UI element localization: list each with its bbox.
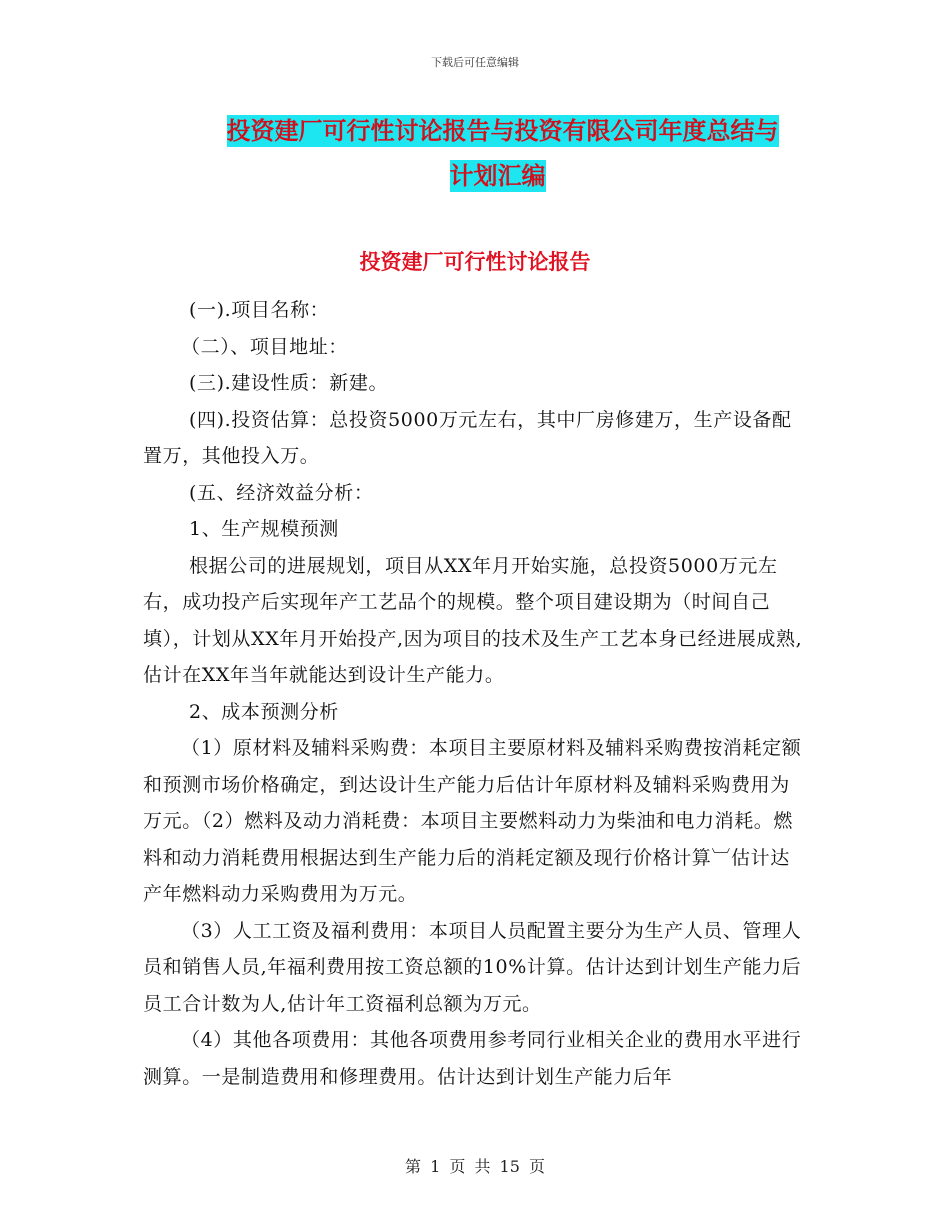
paragraph-cost-analysis-heading: 2、成本预测分析 bbox=[189, 700, 339, 723]
paragraph-scale-forecast: 根据公司的进展规划，项目从XX年月开始实施，总投资5000万元左右，成功投产后实现年产工艺品个的规模。整个项目建设期为（时间自己填），计划从XX年月开始投产,因为项目的技术及生产工艺本身已经进展成熟,估计在XX年当年就能达到设计生产能力。 bbox=[143, 554, 803, 686]
paragraph-economic-analysis: (五、经济效益分析： bbox=[189, 481, 374, 504]
paragraph-materials-cost: （1）原材料及辅料采购费：本项目主要原材料及辅料采购费按消耗定额和预测市场价格确定，到达设计生产能力后估计年原材料及辅料采购费用为万元。（2）燃料及动力消耗费：本项目主要燃料动力为柴油和电力消耗。燃料和动力消耗费用根据达到生产能力后的消耗定额及现行价格计算︺估计达产年燃料动力采购费用为万元。 bbox=[143, 737, 802, 905]
section-title: 投资建厂可行性讨论报告 bbox=[359, 250, 591, 274]
paragraph-labor-cost: （3）人工工资及福利费用：本项目人员配置主要分为生产人员、管理人员和销售人员,年福利费用按工资总额的10%计算。估计达到计划生产能力后员工合计数为人,估计年工资福利总额为万元。 bbox=[143, 919, 802, 1015]
document-body bbox=[143, 292, 803, 1095]
document-title-line-1: 投资建厂可行性讨论报告与投资有限公司年度总结与 bbox=[226, 117, 779, 145]
paragraph-investment-estimate: (四).投资估算：总投资5000万元左右，其中厂房修建万，生产设备配置万，其他投入万。 bbox=[143, 408, 792, 467]
header-note: 下载后可任意编辑 bbox=[431, 56, 519, 69]
paragraph-scale-forecast-heading: 1、生产规模预测 bbox=[189, 518, 339, 540]
page-footer: 第 1 页 共 15 页 bbox=[405, 1157, 545, 1176]
document-title-line-2: 计划汇编 bbox=[449, 162, 546, 190]
paragraph-construction-nature: (三).建设性质：新建。 bbox=[189, 372, 389, 394]
paragraph-project-name: (一).项目名称： bbox=[189, 299, 330, 321]
paragraph-project-address: （二）、项目地址： bbox=[181, 335, 348, 358]
paragraph-other-costs: （4）其他各项费用：其他各项费用参考同行业相关企业的费用水平进行测算。一是制造费用和修理费用。估计达到计划生产能力后年 bbox=[143, 1029, 802, 1088]
